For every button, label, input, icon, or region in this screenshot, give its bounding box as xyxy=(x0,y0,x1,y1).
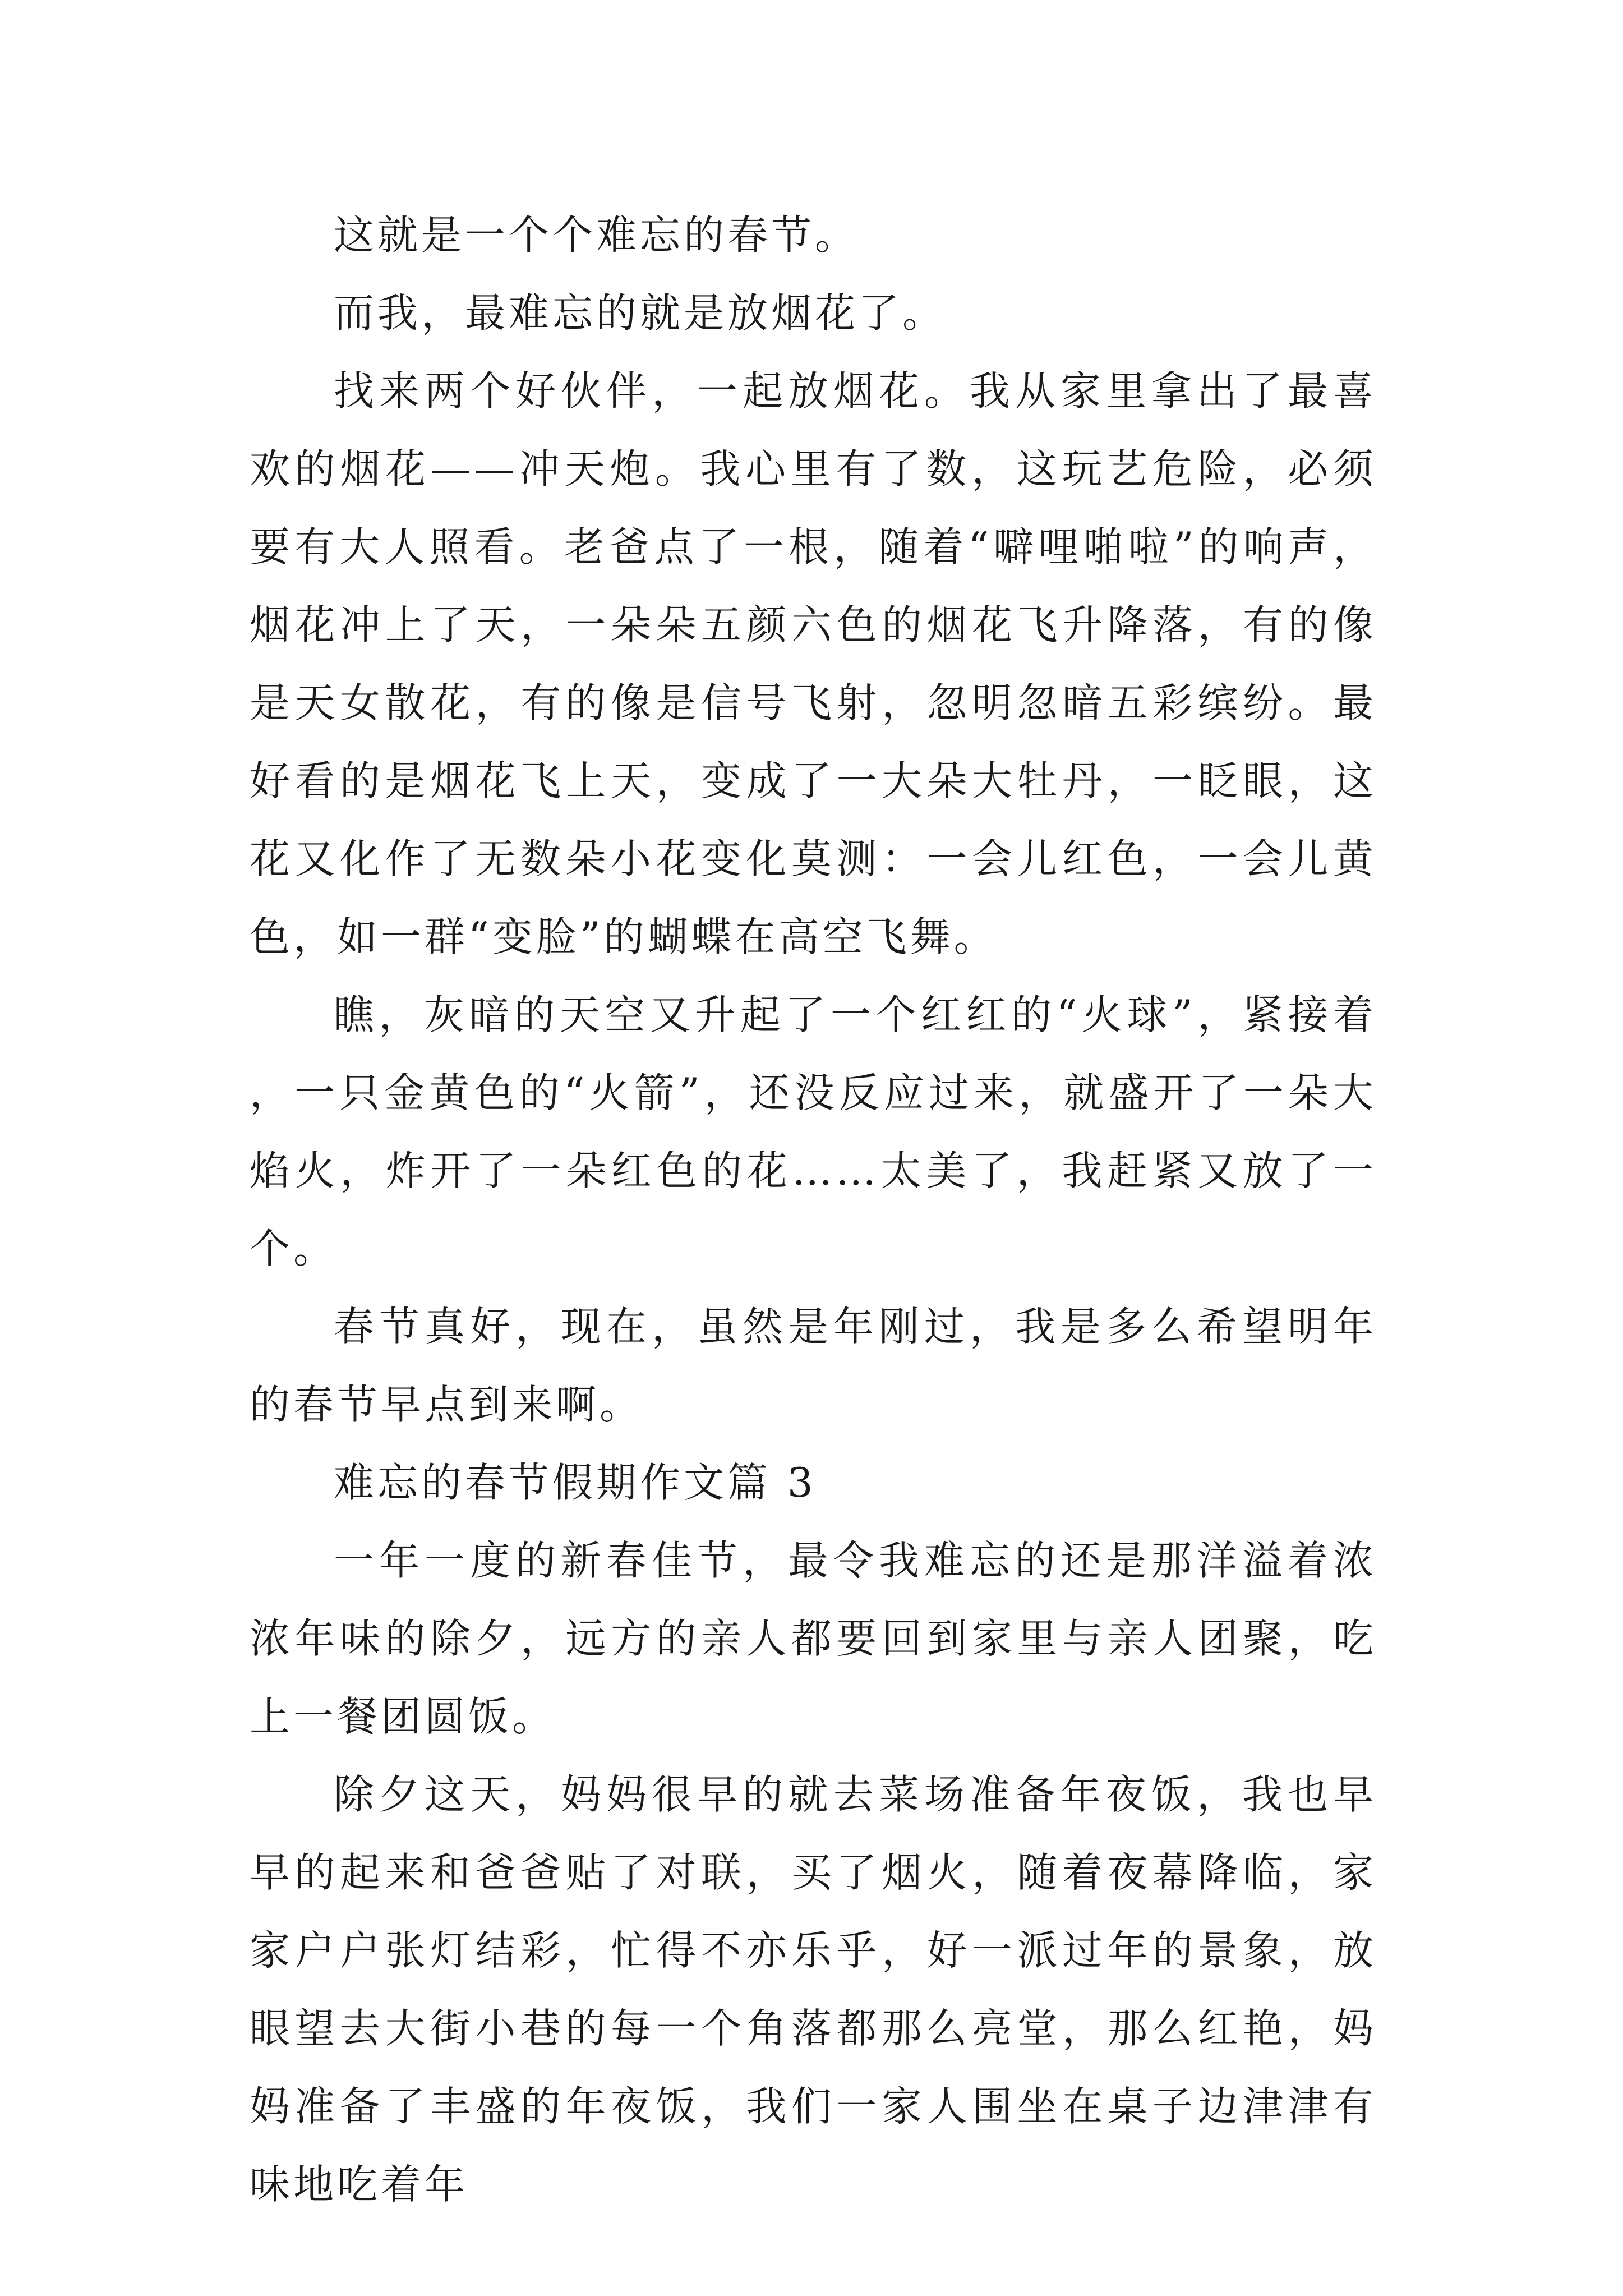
section-heading: 难忘的春节假期作文篇 3 xyxy=(334,1459,817,1506)
paragraph-4: 瞧，灰暗的天空又升起了一个红红的“火球”，紧接着，一只金黄色的“火箭”，还没反应过来，就盛开了一朵大焰火，炸开了一朵红色的花……太美了，我赶紧又放了一个。 xyxy=(250,991,1377,1272)
document-body xyxy=(250,196,1377,2224)
paragraph-5: 春节真好，现在，虽然是年刚过，我是多么希望明年的春节早点到来啊。 xyxy=(250,1303,1377,1428)
paragraph-7: 除夕这天，妈妈很早的就去菜场准备年夜饭，我也早早的起来和爸爸贴了对联，买了烟火，随着夜幕降临，家家户户张灯结彩，忙得不亦乐乎，好一派过年的景象，放眼望去大街小巷的每一个角落都那么亮堂，那么红艳，妈妈准备了丰盛的年夜饭，我们一家人围坐在桌子边津津有味地吃着年 xyxy=(250,1771,1377,2208)
paragraph-6: 一年一度的新春佳节，最令我难忘的还是那洋溢着浓浓年味的除夕，远方的亲人都要回到家里与亲人团聚，吃上一餐团圆饭。 xyxy=(250,1537,1377,1740)
paragraph-2: 而我，最难忘的就是放烟花了。 xyxy=(334,289,947,337)
paragraph-1: 这就是一个个难忘的春节。 xyxy=(334,211,859,259)
paragraph-3: 找来两个好伙伴，一起放烟花。我从家里拿出了最喜欢的烟花——冲天炮。我心里有了数，这玩艺危险，必须要有大人照看。老爸点了一根，随着“噼哩啪啦”的响声，烟花冲上了天，一朵朵五颜六色的烟花飞升降落，有的像是天女散花，有的像是信号飞射，忽明忽暗五彩缤纷。最好看的是烟花飞上天，变成了一大朵大牡丹，一眨眼，这花又化作了无数朵小花变化莫测：一会儿红色，一会儿黄色，如一群“变脸”的蝴蝶在高空飞舞。 xyxy=(250,367,1377,960)
